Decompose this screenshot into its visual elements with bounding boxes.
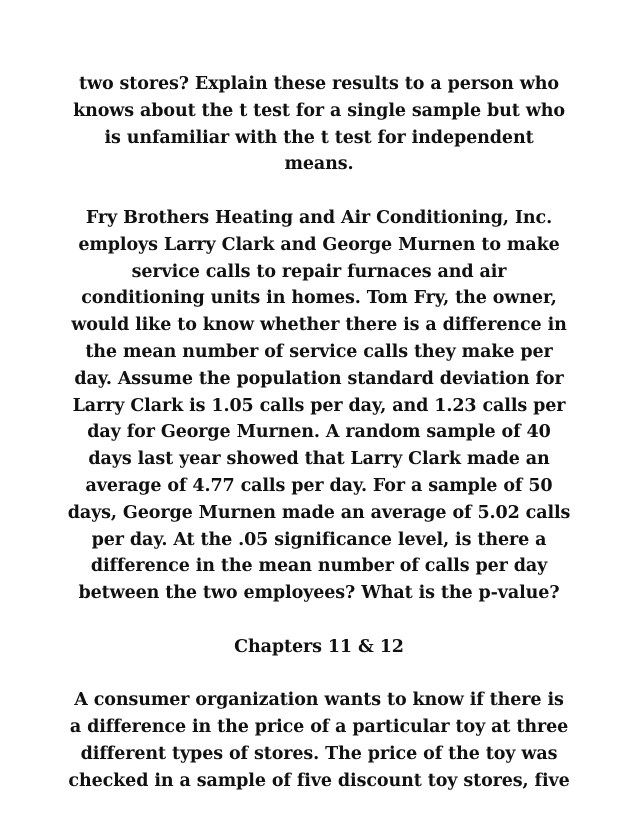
paragraph-3 xyxy=(60,687,578,794)
text-line: Fry Brothers Heating and Air Conditioning, Inc. xyxy=(85,207,553,228)
text-line: difference in the mean number of calls per day xyxy=(90,556,548,577)
text-line: two stores? Explain these results to a person who xyxy=(79,74,559,94)
text-line: employs Larry Clark and George Murnen to make xyxy=(78,234,560,255)
text-line: knows about the t test for a single sample but who xyxy=(73,100,565,121)
text-line: average of 4.77 calls per day. For a sample of 50 xyxy=(85,475,553,496)
text-line: would like to know whether there is a difference in xyxy=(71,315,567,336)
text-line: days, George Murnen made an average of 5.02 calls xyxy=(67,502,571,523)
text-line: the mean number of service calls they make per xyxy=(85,341,553,362)
text-line: checked in a sample of five discount toy stores, five xyxy=(68,770,570,791)
paragraph-2 xyxy=(60,205,578,607)
text-line: per day. At the .05 significance level, is there a xyxy=(91,529,547,550)
paragraph-spacer xyxy=(60,178,578,205)
paragraph-spacer xyxy=(60,607,578,634)
text-line: service calls to repair furnaces and air xyxy=(131,261,507,282)
text-line: a difference in the price of a particular toy at three xyxy=(69,717,569,738)
text-line: A consumer organization wants to know if there is xyxy=(74,690,564,711)
text-line: day. Assume the population standard deviation for xyxy=(74,368,564,389)
text-line: means. xyxy=(284,154,354,175)
text-line: day for George Murnen. A random sample of 40 xyxy=(87,422,551,443)
chapter-heading: Chapters 11 & 12 xyxy=(234,636,404,657)
text-line: conditioning units in homes. Tom Fry, the owner, xyxy=(81,288,557,309)
text-line: Larry Clark is 1.05 calls per day, and 1.23 calls per xyxy=(72,395,566,416)
section-heading xyxy=(60,634,578,661)
text-line: days last year showed that Larry Clark made an xyxy=(88,449,550,470)
paragraph-1 xyxy=(60,71,578,178)
text-line: is unfamiliar with the t test for independent xyxy=(104,127,534,148)
text-line: between the two employees? What is the p-value? xyxy=(78,583,560,604)
text-line: different types of stores. The price of the toy was xyxy=(80,743,558,764)
document-body xyxy=(60,71,578,795)
paragraph-spacer xyxy=(60,661,578,688)
